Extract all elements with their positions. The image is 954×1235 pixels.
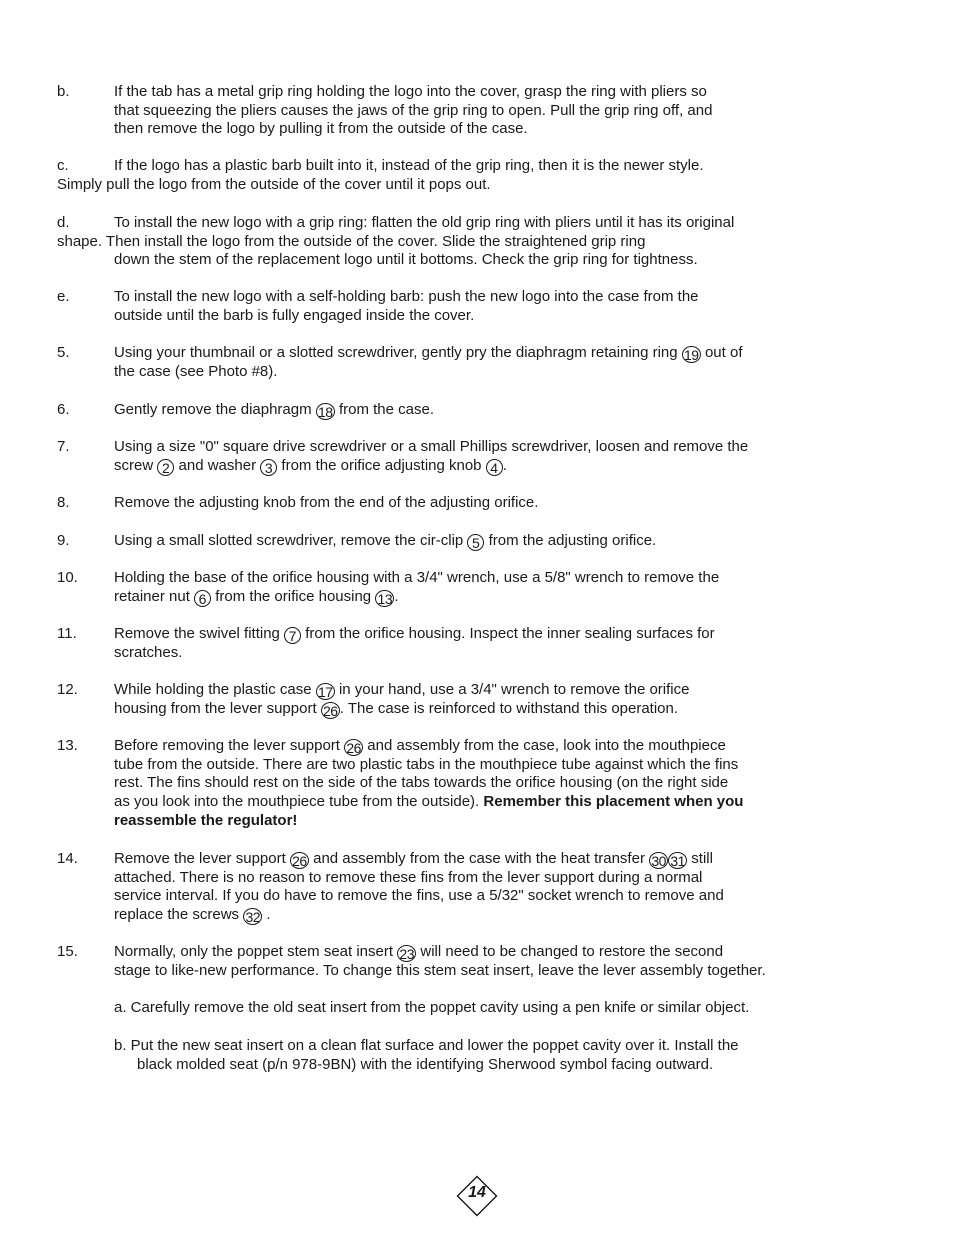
step-marker: 12.: [57, 681, 78, 698]
part-number-circle: 5: [467, 534, 484, 551]
step-marker: 10.: [57, 569, 78, 586]
substep-b-continued: black molded seat (p/n 978-9BN) with the identifying Sherwood symbol facing outward.: [137, 1055, 714, 1073]
part-number-circle: 18: [316, 403, 335, 420]
step-text-line: To install the new logo with a grip ring: flatten the old grip ring with pliers until it has its original: [114, 214, 735, 231]
step-text: While holding the plastic case: [114, 681, 312, 698]
part-number-circle: 31: [668, 852, 687, 869]
step-text: Normally, only the poppet stem seat insert: [114, 943, 394, 960]
step-text-line: shape. Then install the logo from the outside of the cover. Slide the straightened grip ring: [57, 232, 646, 250]
step-text: retainer nut: [114, 587, 190, 605]
part-number-circle: 26: [344, 739, 363, 756]
step-text: and assembly from the case, look into the mouthpiece: [367, 737, 726, 754]
step-text-line: To install the new logo with a self-holding barb: push the new logo into the case from the: [114, 288, 699, 305]
part-number-circle: 4: [486, 459, 503, 476]
step-marker: 11.: [57, 625, 77, 642]
part-number-circle: 23: [397, 945, 416, 962]
step-text: .: [266, 906, 271, 924]
step-text-line: tube from the outside. There are two plastic tabs in the mouthpiece tube against which the fins: [114, 755, 739, 773]
step-text: . The case is reinforced to withstand this operation.: [339, 699, 679, 717]
step-text: from the orifice adjusting knob: [281, 456, 482, 474]
part-number-circle: 13: [375, 590, 394, 607]
step-marker: e.: [57, 288, 70, 305]
page-number: 14: [468, 1184, 486, 1201]
step-text: replace the screws: [114, 906, 240, 924]
step-text-line: [114, 793, 743, 812]
step-text: and assembly from the case with the heat transfer: [313, 850, 645, 867]
step-text: and washer: [178, 456, 257, 474]
step-text-line: [114, 737, 726, 756]
step-text-line: Holding the base of the orifice housing with a 3/4" wrench, use a 5/8" wrench to remove the: [114, 569, 720, 586]
step-marker: c.: [57, 157, 69, 174]
step-text-line: scratches.: [114, 643, 183, 661]
step-marker: b.: [57, 83, 70, 100]
step-text-line: then remove the logo by pulling it from the outside of the case.: [114, 120, 528, 138]
step-text: will need to be changed to restore the second: [420, 943, 724, 960]
part-number-circle: 32: [243, 908, 262, 925]
step-text-line: [114, 700, 678, 719]
step-text: .: [394, 587, 399, 605]
step-text-line: stage to like-new performance. To change this stem seat insert, leave the lever assembly together.: [114, 961, 766, 979]
step-marker: 15.: [57, 943, 78, 960]
step-text: Using a small slotted screwdriver, remove the cir-clip: [114, 532, 464, 549]
step-text: still: [691, 850, 713, 867]
step-text-line: If the logo has a plastic barb built into it, instead of the grip ring, then it is the newer style.: [114, 157, 704, 174]
step-text-line: [114, 906, 271, 925]
step-text: .: [502, 456, 507, 474]
step-text: Before removing the lever support: [114, 737, 340, 754]
step-text-line: [114, 457, 507, 476]
part-number-circle: 26: [321, 702, 340, 719]
step-text-line: If the tab has a metal grip ring holding the logo into the cover, grasp the ring with pliers so: [114, 83, 707, 100]
step-text-line: [114, 401, 434, 420]
step-text-line: [114, 625, 715, 644]
step-text-line: attached. There is no reason to remove these fins from the lever support during a normal: [114, 868, 703, 886]
step-text-line: [114, 943, 723, 962]
step-text-line: Simply pull the logo from the outside of the cover until it pops out.: [57, 175, 491, 193]
step-text: in your hand, use a 3/4" wrench to remove the orifice: [338, 681, 690, 698]
step-text-line: [114, 850, 713, 869]
emphasis-text: Remember this placement when you: [483, 793, 744, 811]
step-text: housing from the lever support: [114, 699, 317, 717]
step-text: from the adjusting orifice.: [488, 532, 657, 549]
step-text: Remove the swivel fitting: [114, 625, 280, 642]
step-text: from the case.: [338, 401, 434, 418]
part-number-circle: 30: [649, 852, 668, 869]
part-number-circle: 3: [260, 459, 277, 476]
step-marker: 6.: [57, 401, 70, 418]
part-number-circle: 19: [682, 346, 701, 363]
step-text-line: outside until the barb is fully engaged inside the cover.: [114, 306, 475, 324]
step-marker: d.: [57, 214, 70, 231]
step-marker: 7.: [57, 438, 70, 455]
substep-a: a. Carefully remove the old seat insert from the poppet cavity using a pen knife or similar object.: [114, 999, 750, 1016]
step-text-line: rest. The fins should rest on the side of the tabs towards the orifice housing (on the right side: [114, 774, 729, 792]
step-text-line: the case (see Photo #8).: [114, 362, 278, 380]
part-number-circle: 2: [157, 459, 174, 476]
part-number-circle: 17: [316, 683, 335, 700]
part-number-circle: 7: [284, 627, 301, 644]
step-text-line: down the stem of the replacement logo until it bottoms. Check the grip ring for tightness.: [114, 251, 698, 269]
step-text: Gently remove the diaphragm: [114, 401, 312, 418]
part-number-circle: 6: [194, 590, 211, 607]
step-text-line: Remove the adjusting knob from the end of the adjusting orifice.: [114, 494, 539, 511]
step-text-line: service interval. If you do have to remove the fins, use a 5/32" socket wrench to remove and: [114, 887, 724, 905]
step-text: from the orifice housing. Inspect the inner sealing surfaces for: [305, 625, 715, 642]
step-text: from the orifice housing: [215, 587, 372, 605]
step-text: Remove the lever support: [114, 850, 286, 867]
step-marker: 9.: [57, 532, 70, 549]
step-text-line: [114, 681, 689, 700]
step-text-line: [114, 344, 743, 363]
part-number-circle: 26: [290, 852, 309, 869]
step-text-line: that squeezing the pliers causes the jaws of the grip ring to open. Pull the grip ring off, and: [114, 101, 713, 119]
substep-b: b. Put the new seat insert on a clean flat surface and lower the poppet cavity over it. Install the: [114, 1037, 739, 1054]
step-marker: 5.: [57, 344, 70, 361]
step-marker: 8.: [57, 494, 70, 511]
step-text: out of: [704, 344, 743, 361]
step-text-line: [114, 588, 399, 607]
step-text-line: Using a size "0" square drive screwdriver or a small Phillips screwdriver, loosen and remove the: [114, 438, 749, 455]
step-text: screw: [114, 456, 154, 474]
emphasis-text: reassemble the regulator!: [114, 811, 298, 829]
step-marker: 14.: [57, 850, 78, 867]
step-marker: 13.: [57, 737, 78, 754]
step-text-line: [114, 532, 656, 551]
step-text: Using your thumbnail or a slotted screwdriver, gently pry the diaphragm retaining ring: [114, 344, 678, 361]
step-text: as you look into the mouthpiece tube from the outside).: [114, 793, 480, 811]
